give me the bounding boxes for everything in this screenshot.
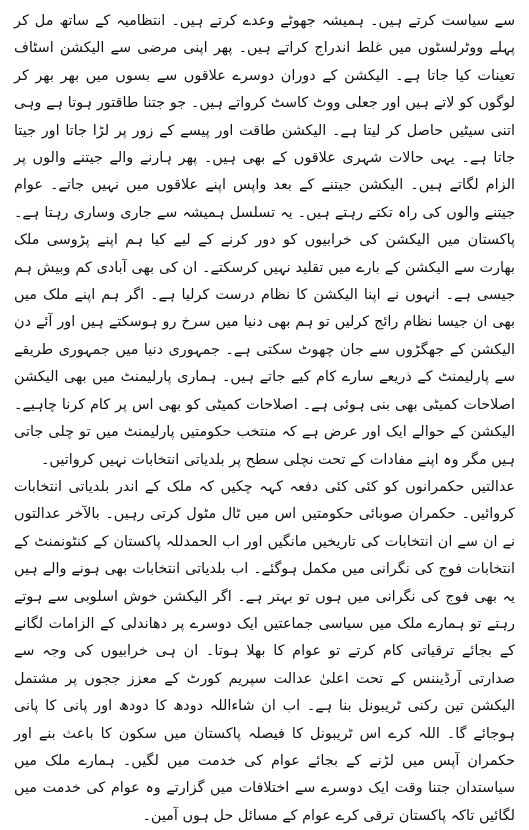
article-body: [14, 8, 515, 830]
article-paragraph-1: سے سیاست کرتے ہیں۔ ہمیشہ جھوٹے وعدے کرتے ہیں۔ انتظامیہ کے ساتھ مل کر پہلے ووٹرلسٹوں میں غلط اندراج کراتے ہیں۔ پھر اپنی مرضی سے الیکشن اسٹاف تعینات کیا جاتا ہے۔ الیکشن کے دوران دوسرے علاقوں سے بسوں میں بھر بھر کر لوگوں کو لاتے ہیں اور جعلی ووٹ کاسٹ کرواتے ہیں۔ جو جتنا طاقتور ہوتا ہے وہی اتنی سیٹیں حاصل کر لیتا ہے۔ الیکشن طاقت اور پیسے کے زور پر لڑا جاتا اور جیتا جاتا ہے۔ یہی حالات شہری علاقوں کے بھی ہیں۔ پھر ہارنے والے جیتنے والوں پر الزام لگاتے ہیں۔ الیکشن جیتنے کے بعد واپس اپنے علاقوں میں نہیں جاتے۔ عوام جیتنے والوں کی راہ تکتے رہتے ہیں۔ یہ تسلسل ہمیشہ سے جاری وساری رہتا ہے۔ پاکستان میں الیکشن کی خرابیوں کو دور کرنے کے لیے کیا ہم اپنے پڑوسی ملک بھارت سے الیکشن کے بارے میں تقلید نہیں کرسکتے۔ ان کی بھی آبادی کم وبیش ہم جیسی ہے۔ انہوں نے اپنا الیکشن کا نظام درست کرلیا ہے۔ اگر ہم اپنے ملک میں بھی ان جیسا نظام رائج کرلیں تو ہم بھی دنیا میں سرخ رو ہوسکتے ہیں اور آئے دن الیکشن کے جھگڑوں سے جان چھوٹ سکتی ہے۔ جمہوری دنیا میں جمہوری طریقے سے پارلیمنٹ کے ذریعے سارے کام کیے جاتے ہیں۔ ہماری پارلیمنٹ میں بھی الیکشن اصلاحات کمیٹی بھی بنی ہوئی ہے۔ اصلاحات کمیٹی کو بھی اس پر کام کرنا چاہیے۔ الیکشن کے حوالے ایک اور عرض ہے کہ منتخب حکومتیں پارلیمنٹ میں تو چلی جاتی ہیں مگر وہ اپنے مفادات کے تحت نچلی سطح پر بلدیاتی انتخابات نہیں کرواتیں۔: [14, 13, 515, 468]
article-paragraph-2: عدالتیں حکمرانوں کو کئی کئی دفعہ کہہ چکیں کہ ملک کے اندر بلدیاتی انتخابات کروائیں۔ حکمران صوبائی حکومتیں اس میں ٹال مٹول کرتی رہیں۔ بالآخر عدالتوں نے ان سے ان انتخابات کی تاریخیں مانگیں اور اب الحمدللہ پاکستان کے کنٹونمنٹ کے انتخابات فوج کی نگرانی میں مکمل ہوگئے۔ اب بلدیاتی انتخابات بھی ہونے والے ہیں یہ بھی فوج کی نگرانی میں ہوں تو بہتر ہے۔ اگر الیکشن خوش اسلوبی سے ہوتے رہتے تو ہمارے ملک میں سیاسی جماعتیں ایک دوسرے پر دھاندلی کے الزامات لگانے کے بجائے ترقیاتی کام کرتے تو عوام کا بھلا ہوتا۔ ان ہی خرابیوں کی وجہ سے صدارتی آرڈیننس کے تحت اعلیٰ عدالت سپریم کورٹ کے معزز ججوں پر مشتمل الیکشن تین رکنی ٹریبونل بنا ہے۔ اب ان شاءاللہ دودھ کا دودھ اور پانی کا پانی ہوجائے گا۔ اللہ کرے اس ٹریبونل کا فیصلہ پاکستان میں سکون کا باعث بنے اور حکمران آپس میں لڑنے کے بجائے عوام کی خدمت میں لگیں۔ ہمارے ملک میں سیاستدان جتنا وقت ایک دوسرے سے اختلافات میں گزارتے وہ عوام کی خدمت میں لگائیں تاکہ پاکستان ترقی کرے عوام کے مسائل حل ہوں آمین۔: [14, 478, 515, 824]
